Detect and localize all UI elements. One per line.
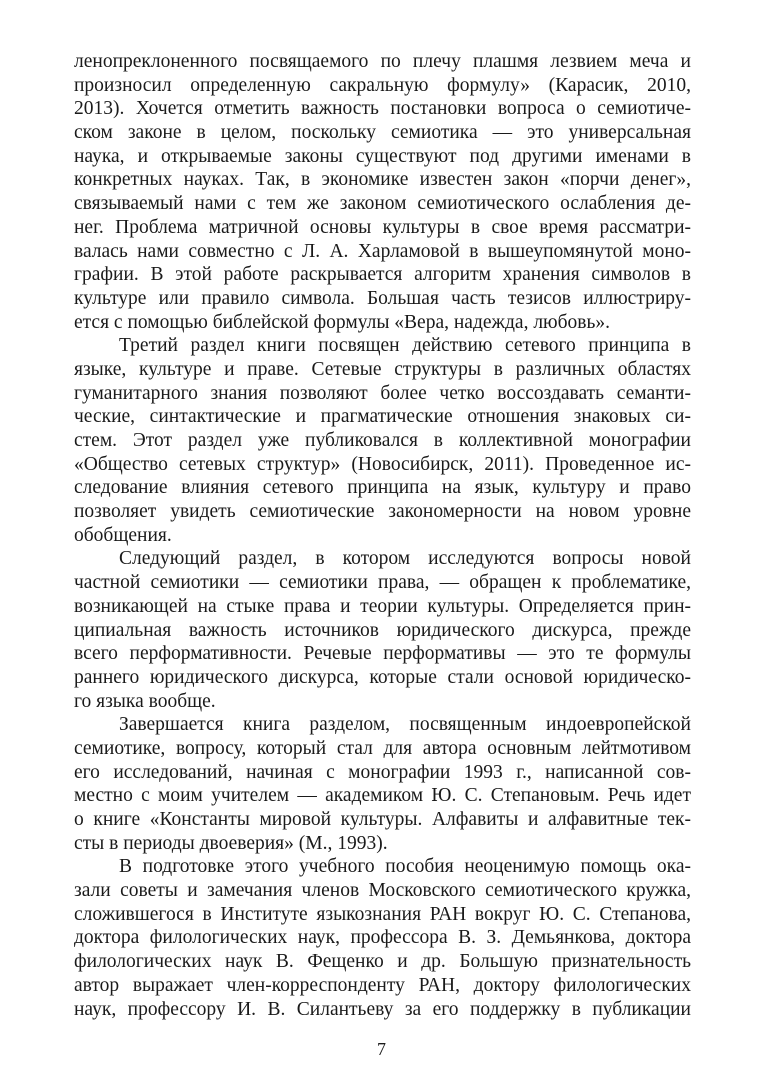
- text-line: Завершается книга разделом, посвященным индоевропейской: [119, 714, 691, 736]
- text-line: 2013). Хочется отметить важность постановки вопроса о семиотиче-: [74, 98, 691, 120]
- text-line: частной семиотики — семиотики права, — обращен к проблематике,: [74, 572, 691, 594]
- text-line: сты в периоды двоеверия» (М., 1993).: [74, 832, 388, 854]
- text-line: языке, культуре и праве. Сетевые структуры в различных областях: [74, 358, 691, 380]
- text-line: ленопреклоненного посвящаемого по плечу плашмя лезвием меча и: [74, 51, 691, 72]
- text-line: сложившегося в Институте языкознания РАН вокруг Ю. С. Степанова,: [74, 903, 691, 925]
- text-line: связываемый нами с тем же законом семиотического ослабления де-: [74, 193, 691, 215]
- text-line: его исследований, начиная с монографии 1993 г., написанной сов-: [74, 761, 691, 783]
- text-line: раннего юридического дискурса, которые стали основой юридическо-: [74, 666, 691, 688]
- text-line: ципиальная важность источников юридического дискурса, прежде: [74, 619, 691, 641]
- text-line: Третий раздел книги посвящен действию сетевого принципа в: [119, 335, 691, 357]
- text-line: филологических наук В. Фещенко и др. Большую признательность: [74, 951, 691, 973]
- paragraph: [74, 50, 691, 334]
- page-body: [74, 50, 691, 1021]
- paragraph: [74, 334, 691, 547]
- text-line: гуманитарного знания позволяют более четко воссоздавать семанти-: [74, 382, 691, 404]
- text-line: валась нами совместно с Л. А. Харламовой в вышеупомянутой моно-: [74, 240, 691, 262]
- text-line: возникающей на стыке права и теории культуры. Определяется прин-: [74, 595, 691, 617]
- text-line: стем. Этот раздел уже публиковался в коллективной монографии: [74, 430, 691, 451]
- text-line: ется с помощью библейской формулы «Вера, надежда, любовь».: [74, 311, 611, 333]
- text-line: автор выражает член-корреспонденту РАН, доктору филологических: [74, 974, 691, 996]
- text-line: культуре или правило символа. Большая часть тезисов иллюстриру-: [74, 287, 691, 309]
- page-number: 7: [377, 1039, 386, 1059]
- text-line: «Общество сетевых структур» (Новосибирск, 2011). Проведенное ис-: [74, 453, 691, 475]
- text-line: наука, и открываемые законы существуют под другими именами в: [74, 145, 691, 167]
- paragraph: [74, 855, 691, 1021]
- text-line: произносил определенную сакральную формулу» (Карасик, 2010,: [74, 74, 691, 96]
- text-line: местно с моим учителем — академиком Ю. С. Степановым. Речь идет: [74, 785, 691, 807]
- text-line: го языка вообще.: [74, 690, 216, 712]
- text-line: позволяет увидеть семиотические закономерности на новом уровне: [74, 501, 691, 523]
- paragraph: [74, 713, 691, 855]
- text-line: наук, профессору И. В. Силантьеву за его поддержку в публикации: [74, 998, 691, 1020]
- text-line: всего перформативности. Речевые перформативы — это те формулы: [74, 643, 691, 665]
- text-line: конкретных науках. Так, в экономике известен закон «порчи денег»,: [74, 169, 691, 191]
- text-line: Следующий раздел, в котором исследуются вопросы новой: [119, 548, 691, 570]
- text-line: обобщения.: [74, 524, 172, 546]
- text-line: графии. В этой работе раскрывается алгоритм хранения символов в: [74, 264, 691, 286]
- text-line: ческие, синтактические и прагматические отношения знаковых си-: [74, 406, 691, 428]
- text-line: о книге «Константы мировой культуры. Алфавиты и алфавитные тек-: [74, 809, 691, 830]
- text-line: ском законе в целом, поскольку семиотика — это универсальная: [74, 122, 691, 144]
- text-line: семиотике, вопросу, который стал для автора основным лейтмотивом: [74, 737, 691, 759]
- text-line: следование влияния сетевого принципа на язык, культуру и право: [74, 477, 691, 499]
- text-line: зали советы и замечания членов Московского семиотического кружка,: [74, 880, 691, 902]
- text-line: нег. Проблема матричной основы культуры в свое время рассматри-: [74, 216, 691, 238]
- text-line: доктора филологических наук, профессора В. З. Демьянкова, доктора: [74, 927, 691, 949]
- paragraph: [74, 547, 691, 713]
- text-line: В подготовке этого учебного пособия неоценимую помощь ока-: [119, 856, 691, 878]
